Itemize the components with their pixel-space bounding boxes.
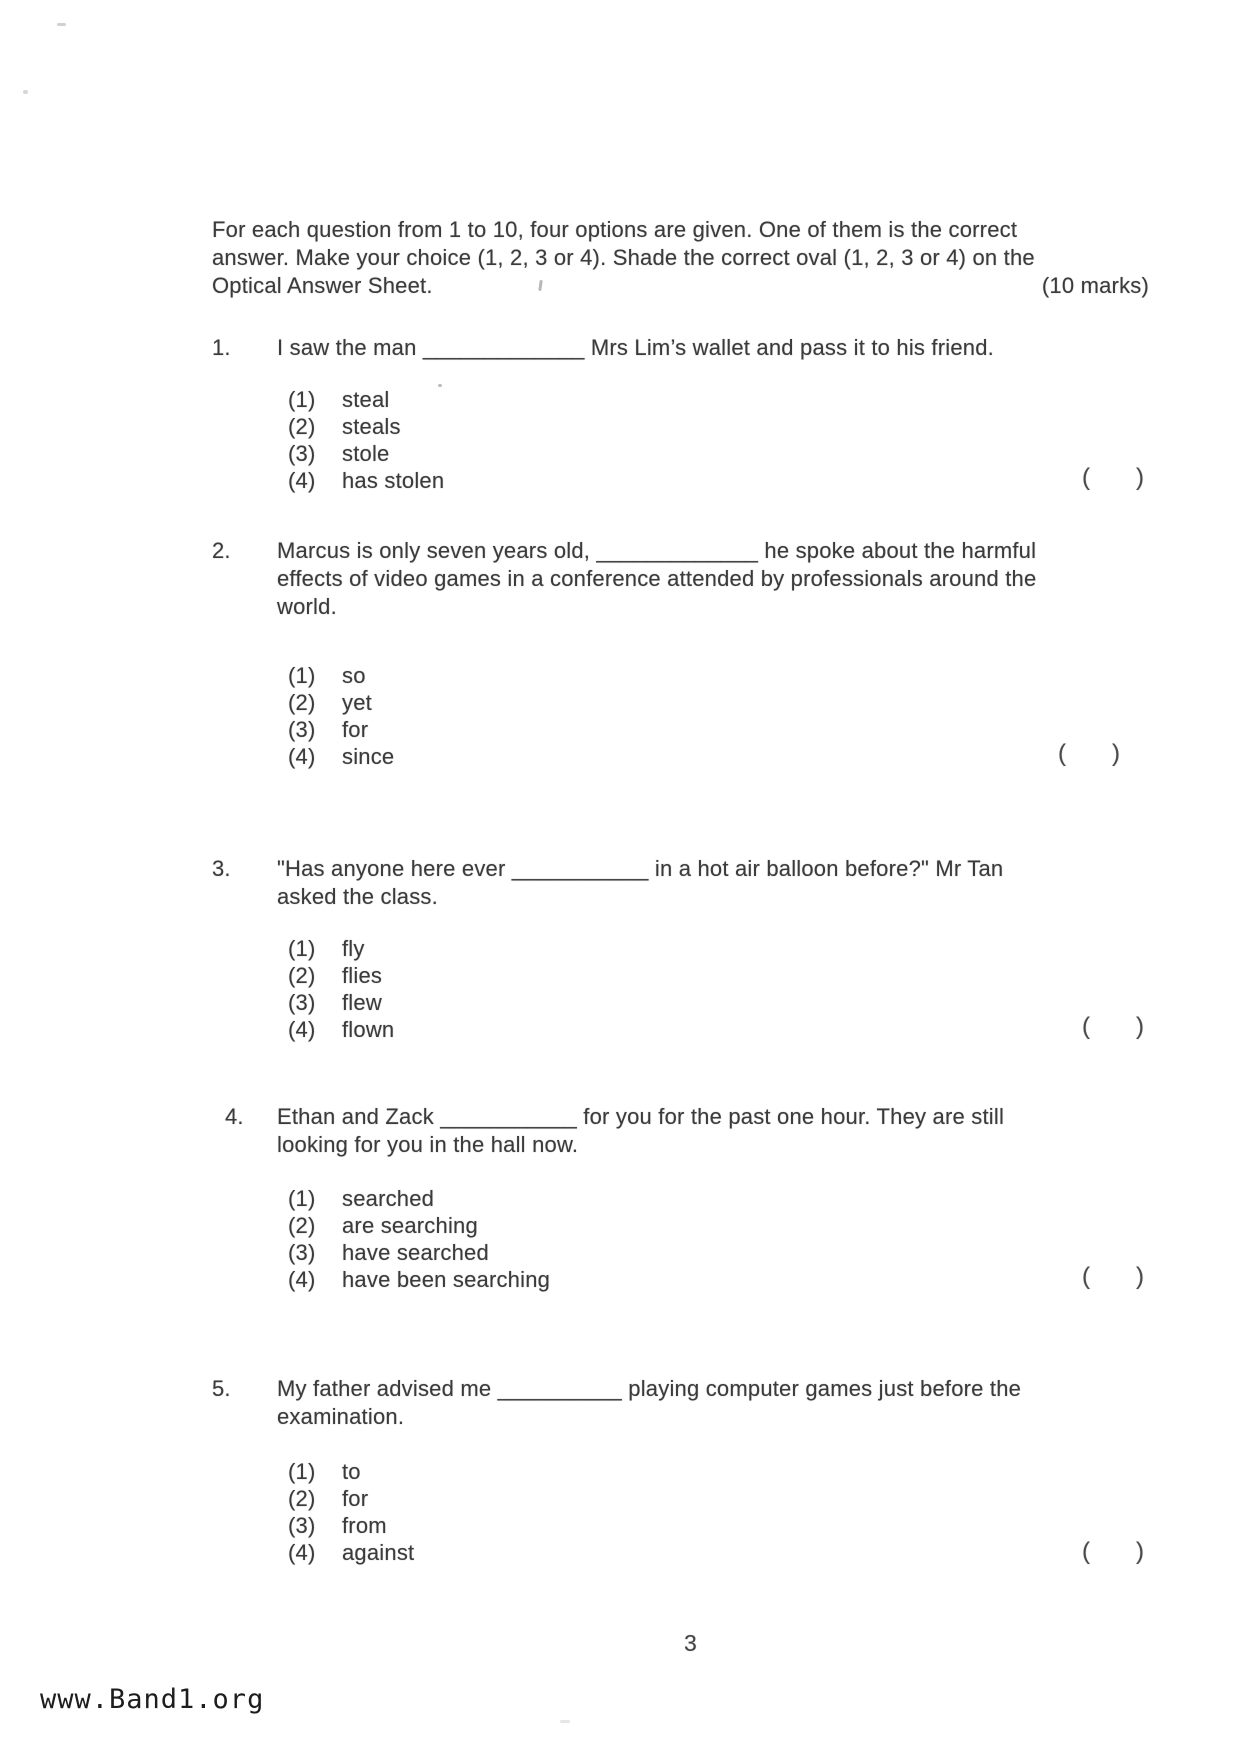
option-label: flown xyxy=(342,1017,395,1042)
option-row xyxy=(288,1185,550,1212)
answer-bracket-2 xyxy=(1058,740,1120,768)
question-line: world. xyxy=(277,594,337,619)
paren-open: ( xyxy=(1082,1538,1090,1565)
question-number: 3. xyxy=(212,856,231,881)
option-number: (2) xyxy=(288,1213,316,1238)
option-label: stole xyxy=(342,441,390,466)
option-number: (3) xyxy=(288,990,316,1015)
question-block-1 xyxy=(212,334,1149,362)
option-number: (3) xyxy=(288,717,316,742)
option-label: searched xyxy=(342,1186,435,1211)
option-number: (4) xyxy=(288,1267,316,1292)
question-number: 1. xyxy=(212,335,231,360)
marks-label: (10 marks) xyxy=(1041,273,1149,298)
option-number: (3) xyxy=(288,1513,316,1538)
option-label: from xyxy=(342,1513,387,1538)
option-label: to xyxy=(342,1459,361,1484)
question-1-options xyxy=(288,386,444,494)
question-line: effects of video games in a conference attended by professionals around the xyxy=(277,566,1037,591)
question-4-options xyxy=(288,1185,550,1293)
option-number: (4) xyxy=(288,468,316,493)
question-block-4 xyxy=(212,1103,1149,1159)
option-row xyxy=(288,1539,414,1566)
option-row xyxy=(288,440,444,467)
paren-open: ( xyxy=(1058,740,1066,767)
paren-close: ) xyxy=(1136,1013,1144,1040)
question-2-options xyxy=(288,662,394,770)
option-row xyxy=(288,1212,550,1239)
option-row xyxy=(288,662,394,689)
option-number: (2) xyxy=(288,414,316,439)
question-block-2 xyxy=(212,537,1149,621)
option-number: (1) xyxy=(288,936,316,961)
option-row xyxy=(288,1512,414,1539)
question-number: 2. xyxy=(212,538,231,563)
question-3-options xyxy=(288,935,394,1043)
option-number: (2) xyxy=(288,1486,316,1511)
option-row xyxy=(288,386,444,413)
option-row xyxy=(288,1485,414,1512)
question-line: "Has anyone here ever ___________ in a hot air balloon before?" Mr Tan xyxy=(277,856,1004,881)
option-label: steals xyxy=(342,414,401,439)
option-number: (2) xyxy=(288,963,316,988)
option-label: have been searching xyxy=(342,1267,551,1292)
option-row xyxy=(288,935,394,962)
question-line: I saw the man _____________ Mrs Lim’s wallet and pass it to his friend. xyxy=(277,335,994,360)
question-line: examination. xyxy=(277,1404,405,1429)
option-label: since xyxy=(342,744,395,769)
paren-close: ) xyxy=(1136,1263,1144,1290)
option-row xyxy=(288,1266,550,1293)
option-row xyxy=(288,467,444,494)
option-number: (3) xyxy=(288,441,316,466)
option-row xyxy=(288,716,394,743)
question-block-3 xyxy=(212,855,1149,911)
option-label: against xyxy=(342,1540,415,1565)
answer-bracket-5 xyxy=(1082,1538,1144,1566)
question-number: 5. xyxy=(212,1376,231,1401)
option-label: are searching xyxy=(342,1213,478,1238)
question-number: 4. xyxy=(225,1104,244,1129)
paren-open: ( xyxy=(1082,464,1090,491)
option-row xyxy=(288,413,444,440)
option-label: have searched xyxy=(342,1240,489,1265)
question-block-5 xyxy=(212,1375,1149,1431)
option-row xyxy=(288,1016,394,1043)
option-number: (1) xyxy=(288,387,316,412)
paren-close: ) xyxy=(1136,464,1144,491)
option-label: for xyxy=(342,717,369,742)
question-line: Marcus is only seven years old, _____________ he spoke about the harmful xyxy=(277,538,1037,563)
option-label: steal xyxy=(342,387,390,412)
option-label: yet xyxy=(342,690,372,715)
option-label: flies xyxy=(342,963,383,988)
question-line: Ethan and Zack ___________ for you for the past one hour. They are still xyxy=(277,1104,1005,1129)
site-watermark: www.Band1.org xyxy=(40,1684,265,1715)
option-number: (1) xyxy=(288,1186,316,1211)
paren-close: ) xyxy=(1112,740,1120,767)
answer-bracket-3 xyxy=(1082,1013,1144,1041)
option-number: (4) xyxy=(288,1017,316,1042)
option-number: (4) xyxy=(288,1540,316,1565)
scan-speck xyxy=(560,1720,570,1723)
question-line: looking for you in the hall now. xyxy=(277,1132,579,1157)
page-number: 3 xyxy=(684,1630,697,1656)
paren-open: ( xyxy=(1082,1263,1090,1290)
paren-close: ) xyxy=(1136,1538,1144,1565)
question-line: My father advised me __________ playing computer games just before the xyxy=(277,1376,1022,1401)
answer-bracket-1 xyxy=(1082,464,1144,492)
option-number: (4) xyxy=(288,744,316,769)
option-row xyxy=(288,962,394,989)
option-label: has stolen xyxy=(342,468,445,493)
instructions-line: answer. Make your choice (1, 2, 3 or 4). Shade the correct oval (1, 2, 3 or 4) on the xyxy=(212,245,1035,270)
paren-open: ( xyxy=(1082,1013,1090,1040)
question-5-options xyxy=(288,1458,414,1566)
scan-speck xyxy=(23,90,28,94)
question-line: asked the class. xyxy=(277,884,438,909)
instructions-line: Optical Answer Sheet. xyxy=(212,273,433,298)
instructions xyxy=(212,216,1149,300)
option-row xyxy=(288,989,394,1016)
option-label: fly xyxy=(342,936,365,961)
instructions-line: For each question from 1 to 10, four options are given. One of them is the correct xyxy=(212,217,1018,242)
option-row xyxy=(288,689,394,716)
option-row xyxy=(288,743,394,770)
option-number: (1) xyxy=(288,1459,316,1484)
option-row xyxy=(288,1239,550,1266)
option-label: so xyxy=(342,663,366,688)
option-label: for xyxy=(342,1486,369,1511)
option-number: (2) xyxy=(288,690,316,715)
scan-speck xyxy=(57,23,66,26)
answer-bracket-4 xyxy=(1082,1263,1144,1291)
option-label: flew xyxy=(342,990,382,1015)
option-number: (3) xyxy=(288,1240,316,1265)
option-number: (1) xyxy=(288,663,316,688)
option-row xyxy=(288,1458,414,1485)
